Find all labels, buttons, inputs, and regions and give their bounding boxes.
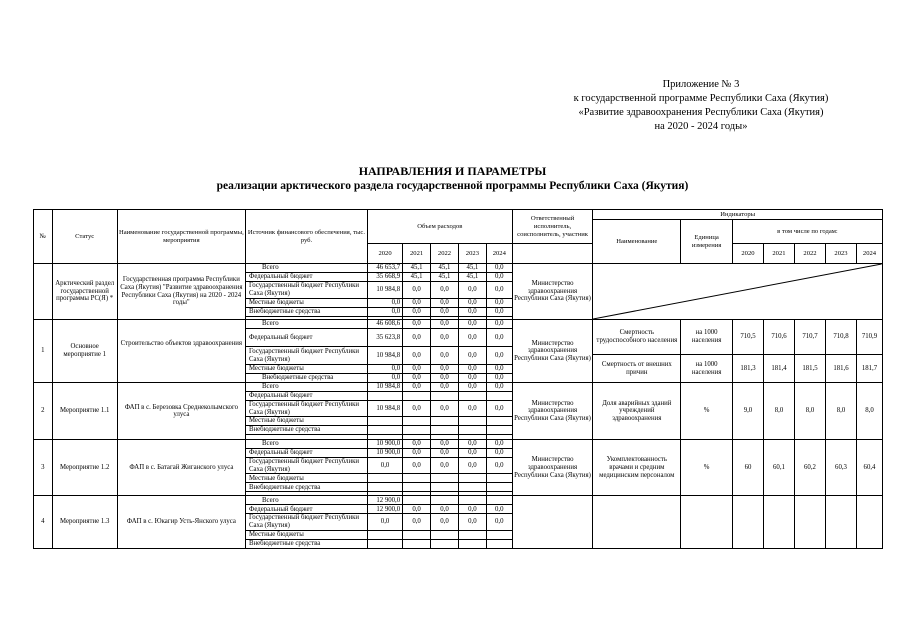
empty-cell (403, 392, 431, 401)
indicator-value: 60 (732, 440, 763, 496)
value-cell: 0,0 (458, 401, 486, 417)
value-cell: 0,0 (403, 383, 431, 392)
source-label: Федеральный бюджет (245, 505, 367, 514)
source-label: Государственный бюджет Республики Саха (Якутия) (245, 347, 367, 365)
source-label: Всего (245, 496, 367, 505)
indicator-value: 8,0 (857, 383, 883, 440)
value-cell: 0,0 (403, 282, 431, 299)
value-cell: 0,0 (486, 449, 512, 458)
source-label: Местные бюджеты (245, 299, 367, 308)
value-cell: 0,0 (458, 299, 486, 308)
value-cell: 10 984,8 (367, 383, 402, 392)
row-status: Мероприятие 1.1 (52, 383, 117, 440)
indicator-value: 710,6 (763, 320, 794, 355)
appendix-line: Приложение № 3 (662, 79, 740, 90)
empty-cell (458, 483, 486, 492)
value-cell: 45,1 (403, 264, 431, 273)
row-status: Мероприятие 1.2 (52, 440, 117, 496)
value-cell: 0,0 (367, 458, 402, 474)
row-name: Государственная программа Республики Саха (Якутия) "Развитие здравоохранения Республики Саха (Якутия) на 2020 - 2024 годы" (117, 264, 245, 320)
header-year: 2020 (732, 244, 763, 264)
indicator-value: 8,0 (794, 383, 825, 440)
value-cell: 0,0 (403, 458, 431, 474)
indicator-value: 181,7 (857, 355, 883, 383)
value-cell: 45,1 (403, 273, 431, 282)
indicator-value (826, 496, 857, 548)
value-cell: 0,0 (431, 449, 459, 458)
value-cell: 35 668,9 (367, 273, 402, 282)
header-year: 2022 (794, 244, 825, 264)
row-num: 3 (34, 440, 53, 496)
value-cell: 0,0 (403, 347, 431, 365)
source-label: Внебюджетные средства (245, 426, 367, 435)
row-num: 4 (34, 496, 53, 548)
indicator-value: 8,0 (763, 383, 794, 440)
value-cell: 10 984,8 (367, 401, 402, 417)
value-cell: 0,0 (458, 365, 486, 374)
value-cell: 0,0 (431, 374, 459, 383)
value-cell: 0,0 (403, 505, 431, 514)
indicator-value (794, 496, 825, 548)
empty-cell (403, 474, 431, 483)
value-cell: 0,0 (458, 374, 486, 383)
value-cell: 0,0 (367, 365, 402, 374)
source-label: Местные бюджеты (245, 417, 367, 426)
value-cell: 46 608,6 (367, 320, 402, 329)
source-label: Федеральный бюджет (245, 392, 367, 401)
row-responsible (512, 496, 593, 548)
value-cell: 0,0 (431, 282, 459, 299)
empty-cell (512, 244, 593, 264)
value-cell: 0,0 (458, 440, 486, 449)
row-status: Мероприятие 1.3 (52, 496, 117, 548)
value-cell: 0,0 (486, 505, 512, 514)
source-label: Федеральный бюджет (245, 273, 367, 282)
empty-cell (486, 474, 512, 483)
row-name: ФАП в с. Березовка Среднеколымского улуса (117, 383, 245, 440)
row-name: ФАП в с. Батагай Жиганского улуса (117, 440, 245, 496)
value-cell: 0,0 (431, 320, 459, 329)
value-cell: 0,0 (403, 401, 431, 417)
indicator-value: 181,5 (794, 355, 825, 383)
value-cell: 0,0 (431, 458, 459, 474)
value-cell: 35 623,8 (367, 329, 402, 347)
row-num: 2 (34, 383, 53, 440)
appendix-line: «Развитие здравоохранения Республики Саха (Якутия) (578, 107, 824, 118)
header-year: 2021 (403, 244, 431, 264)
indicator-unit: на 1000 населения (681, 320, 733, 355)
indicator-value: 9,0 (732, 383, 763, 440)
value-cell: 0,0 (367, 299, 402, 308)
empty-cell (367, 530, 402, 539)
empty-cell (367, 483, 402, 492)
indicator-value: 60,2 (794, 440, 825, 496)
empty-cell (486, 392, 512, 401)
value-cell: 0,0 (431, 329, 459, 347)
table-row (34, 320, 883, 329)
empty-cell (431, 392, 459, 401)
indicator-value: 181,3 (732, 355, 763, 383)
indicator-unit (681, 496, 733, 548)
empty-cell (403, 426, 431, 435)
row-name: ФАП в с. Юкагир Усть-Янского улуса (117, 496, 245, 548)
value-cell: 0,0 (403, 320, 431, 329)
value-cell: 0,0 (458, 505, 486, 514)
source-label: Внебюджетные средства (245, 483, 367, 492)
header-responsible: Ответственный исполнитель, соисполнитель, участник (512, 210, 593, 244)
indicator-unit: % (681, 383, 733, 440)
document-title: НАПРАВЛЕНИЯ И ПАРАМЕТРЫ (358, 164, 547, 178)
value-cell: 10 900,0 (367, 440, 402, 449)
source-label: Всего (245, 383, 367, 392)
value-cell: 0,0 (486, 308, 512, 317)
indicator-unit: на 1000 населения (681, 355, 733, 383)
header-year: 2023 (458, 244, 486, 264)
value-cell: 0,0 (458, 449, 486, 458)
appendix-line: к государственной программе Республики Саха (Якутия) (573, 93, 829, 104)
header-year: 2024 (857, 244, 883, 264)
header-year: 2023 (826, 244, 857, 264)
empty-cell (431, 474, 459, 483)
indicator-value (732, 496, 763, 548)
empty-cell (431, 483, 459, 492)
value-cell: 0,0 (403, 329, 431, 347)
empty-cell (458, 530, 486, 539)
value-cell: 0,0 (403, 514, 431, 530)
header-year: 2021 (763, 244, 794, 264)
source-label: Государственный бюджет Республики Саха (Якутия) (245, 458, 367, 474)
value-cell: 0,0 (486, 458, 512, 474)
source-label: Федеральный бюджет (245, 449, 367, 458)
source-label: Местные бюджеты (245, 474, 367, 483)
indicator-name: Укомплектованность врачами и средним медицинским персоналом (593, 440, 681, 496)
value-cell: 0,0 (431, 347, 459, 365)
not-applicable-cell (593, 264, 883, 320)
indicator-name: Смертность от внешних причин (593, 355, 681, 383)
value-cell: 46 653,7 (367, 264, 402, 273)
empty-cell (367, 417, 402, 426)
empty-cell (486, 417, 512, 426)
indicator-value: 60,4 (857, 440, 883, 496)
indicator-name: Доля аварийных зданий учреждений здравоохранения (593, 383, 681, 440)
empty-cell (367, 392, 402, 401)
value-cell: 0,0 (458, 347, 486, 365)
appendix-line: на 2020 - 2024 годы» (654, 121, 748, 132)
indicator-value: 60,1 (763, 440, 794, 496)
source-label: Государственный бюджет Республики Саха (Якутия) (245, 514, 367, 530)
source-label: Государственный бюджет Республики Саха (Якутия) (245, 282, 367, 299)
source-label: Всего (245, 320, 367, 329)
value-cell: 0,0 (458, 514, 486, 530)
empty-cell (458, 474, 486, 483)
empty-cell (367, 539, 402, 548)
value-cell: 0,0 (486, 273, 512, 282)
value-cell: 0,0 (403, 449, 431, 458)
row-responsible: Министерство здравоохранения Республики Саха (Якутия) (512, 264, 593, 320)
indicator-value: 60,3 (826, 440, 857, 496)
indicator-value: 181,4 (763, 355, 794, 383)
empty-cell (458, 417, 486, 426)
header-by-year: в том числе по годам: (732, 220, 882, 244)
value-cell: 45,1 (458, 273, 486, 282)
value-cell: 0,0 (458, 308, 486, 317)
value-cell: 0,0 (486, 282, 512, 299)
source-label: Местные бюджеты (245, 365, 367, 374)
header-indicator-name: Наименование (593, 220, 681, 264)
empty-cell (403, 530, 431, 539)
indicator-value (763, 496, 794, 548)
value-cell: 0,0 (403, 365, 431, 374)
value-cell: 45,1 (431, 264, 459, 273)
empty-cell (403, 483, 431, 492)
table-row (34, 383, 883, 392)
value-cell: 0,0 (431, 514, 459, 530)
indicator-value: 8,0 (826, 383, 857, 440)
value-cell: 0,0 (458, 383, 486, 392)
value-cell: 12 900,0 (367, 496, 402, 505)
value-cell: 0,0 (431, 299, 459, 308)
value-cell: 10 900,0 (367, 449, 402, 458)
source-label: Всего (245, 440, 367, 449)
table-row (34, 496, 883, 505)
empty-cell (431, 426, 459, 435)
indicator-value: 710,7 (794, 320, 825, 355)
indicator-name (593, 496, 681, 548)
appendix-header (520, 78, 882, 134)
value-cell: 0,0 (403, 299, 431, 308)
header-status: Статус (52, 210, 117, 264)
value-cell: 45,1 (458, 264, 486, 273)
row-num (34, 264, 53, 320)
indicator-unit: % (681, 440, 733, 496)
value-cell: 0,0 (486, 383, 512, 392)
empty-cell (431, 496, 459, 505)
empty-cell (486, 483, 512, 492)
header-volume: Объем расходов (367, 210, 512, 244)
header-year: 2024 (486, 244, 512, 264)
value-cell: 0,0 (403, 440, 431, 449)
source-label: Государственный бюджет Республики Саха (Якутия) (245, 401, 367, 417)
header-year: 2022 (431, 244, 459, 264)
indicator-value: 710,5 (732, 320, 763, 355)
parameters-table (33, 209, 883, 549)
source-label: Внебюджетные средства (245, 374, 367, 383)
source-label: Внебюджетные средства (245, 308, 367, 317)
header-indicators: Индикаторы (593, 210, 883, 220)
empty-cell (458, 496, 486, 505)
source-label: Федеральный бюджет (245, 329, 367, 347)
value-cell: 0,0 (486, 365, 512, 374)
value-cell: 0,0 (486, 329, 512, 347)
value-cell: 0,0 (431, 308, 459, 317)
empty-cell (367, 426, 402, 435)
value-cell: 0,0 (431, 440, 459, 449)
empty-cell (403, 539, 431, 548)
indicator-value (857, 496, 883, 548)
row-status: Арктический раздел государственной программы РС(Я) * (52, 264, 117, 320)
header-unit: Единица измерения (681, 220, 733, 264)
value-cell: 45,1 (431, 273, 459, 282)
header-source: Источник финансового обеспечения, тыс. руб. (245, 210, 367, 264)
value-cell: 0,0 (431, 365, 459, 374)
indicator-value: 710,9 (857, 320, 883, 355)
value-cell: 0,0 (486, 347, 512, 365)
value-cell: 0,0 (486, 264, 512, 273)
row-responsible: Министерство здравоохранения Республики Саха (Якутия) (512, 320, 593, 383)
header-name: Наименование государственной программы, мероприятия (117, 210, 245, 264)
indicator-value: 710,8 (826, 320, 857, 355)
empty-cell (403, 417, 431, 426)
value-cell: 0,0 (431, 383, 459, 392)
source-label: Местные бюджеты (245, 530, 367, 539)
row-num: 1 (34, 320, 53, 383)
empty-cell (367, 474, 402, 483)
value-cell: 0,0 (431, 505, 459, 514)
empty-cell (458, 392, 486, 401)
value-cell: 0,0 (486, 401, 512, 417)
value-cell: 10 984,8 (367, 347, 402, 365)
table-row (34, 440, 883, 449)
empty-cell (486, 539, 512, 548)
empty-cell (431, 539, 459, 548)
value-cell: 12 900,0 (367, 505, 402, 514)
source-label: Внебюджетные средства (245, 539, 367, 548)
header-year: 2020 (367, 244, 402, 264)
value-cell: 0,0 (403, 308, 431, 317)
header-num: № (34, 210, 53, 264)
value-cell: 0,0 (486, 514, 512, 530)
row-name: Строительство объектов здравоохранения (117, 320, 245, 383)
empty-cell (431, 417, 459, 426)
diagonal-strike (593, 264, 882, 319)
value-cell: 0,0 (458, 458, 486, 474)
empty-cell (403, 496, 431, 505)
empty-cell (486, 426, 512, 435)
value-cell: 0,0 (367, 514, 402, 530)
value-cell: 0,0 (431, 401, 459, 417)
value-cell: 0,0 (367, 374, 402, 383)
value-cell: 0,0 (458, 282, 486, 299)
row-responsible: Министерство здравоохранения Республики Саха (Якутия) (512, 383, 593, 440)
value-cell: 0,0 (486, 299, 512, 308)
empty-cell (486, 496, 512, 505)
value-cell: 0,0 (403, 374, 431, 383)
row-responsible: Министерство здравоохранения Республики Саха (Якутия) (512, 440, 593, 496)
value-cell: 0,0 (486, 374, 512, 383)
value-cell: 10 984,8 (367, 282, 402, 299)
value-cell: 0,0 (458, 329, 486, 347)
value-cell: 0,0 (486, 320, 512, 329)
row-status: Основное мероприятие 1 (52, 320, 117, 383)
value-cell: 0,0 (458, 320, 486, 329)
empty-cell (486, 530, 512, 539)
value-cell: 0,0 (367, 308, 402, 317)
empty-cell (458, 539, 486, 548)
empty-cell (431, 530, 459, 539)
value-cell: 0,0 (486, 440, 512, 449)
indicator-name: Смертность трудоспособного населения (593, 320, 681, 355)
document-subtitle: реализации арктического раздела государственной программы Республики Саха (Якутия) (216, 180, 689, 192)
indicator-value: 181,6 (826, 355, 857, 383)
table-row (34, 264, 883, 273)
empty-cell (458, 426, 486, 435)
source-label: Всего (245, 264, 367, 273)
